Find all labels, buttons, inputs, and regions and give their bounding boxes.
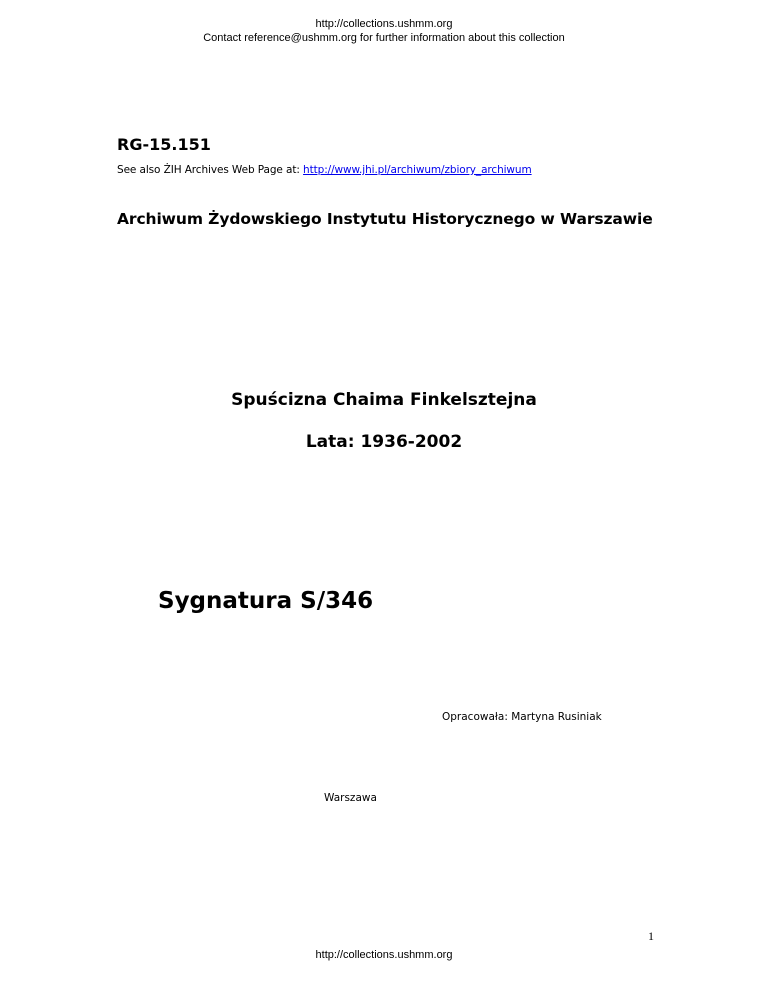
header-contact: Contact reference@ushmm.org for further information about this collection: [203, 32, 565, 44]
date-range: Lata: 1936-2002: [305, 432, 463, 452]
archive-name: Archiwum Żydowskiego Instytutu Historycznego w Warszawie: [117, 210, 653, 228]
archive-web-link[interactable]: http://www.jhi.pl/archiwum/zbiory_archiwum: [303, 164, 532, 176]
compiled-by: Opracowała: Martyna Rusiniak: [442, 711, 602, 723]
record-group-id: RG-15.151: [117, 135, 211, 154]
header-url: http://collections.ushmm.org: [315, 18, 453, 30]
footer-url: http://collections.ushmm.org: [315, 949, 453, 961]
fonds-title: Spuścizna Chaima Finkelsztejna: [231, 390, 537, 410]
place-name: Warszawa: [324, 792, 377, 804]
see-also-prefix: See also ŻIH Archives Web Page at:: [117, 164, 304, 176]
page-number: 1: [648, 929, 654, 943]
see-also-line: [117, 164, 532, 176]
signature-title: Sygnatura S/346: [158, 588, 374, 614]
